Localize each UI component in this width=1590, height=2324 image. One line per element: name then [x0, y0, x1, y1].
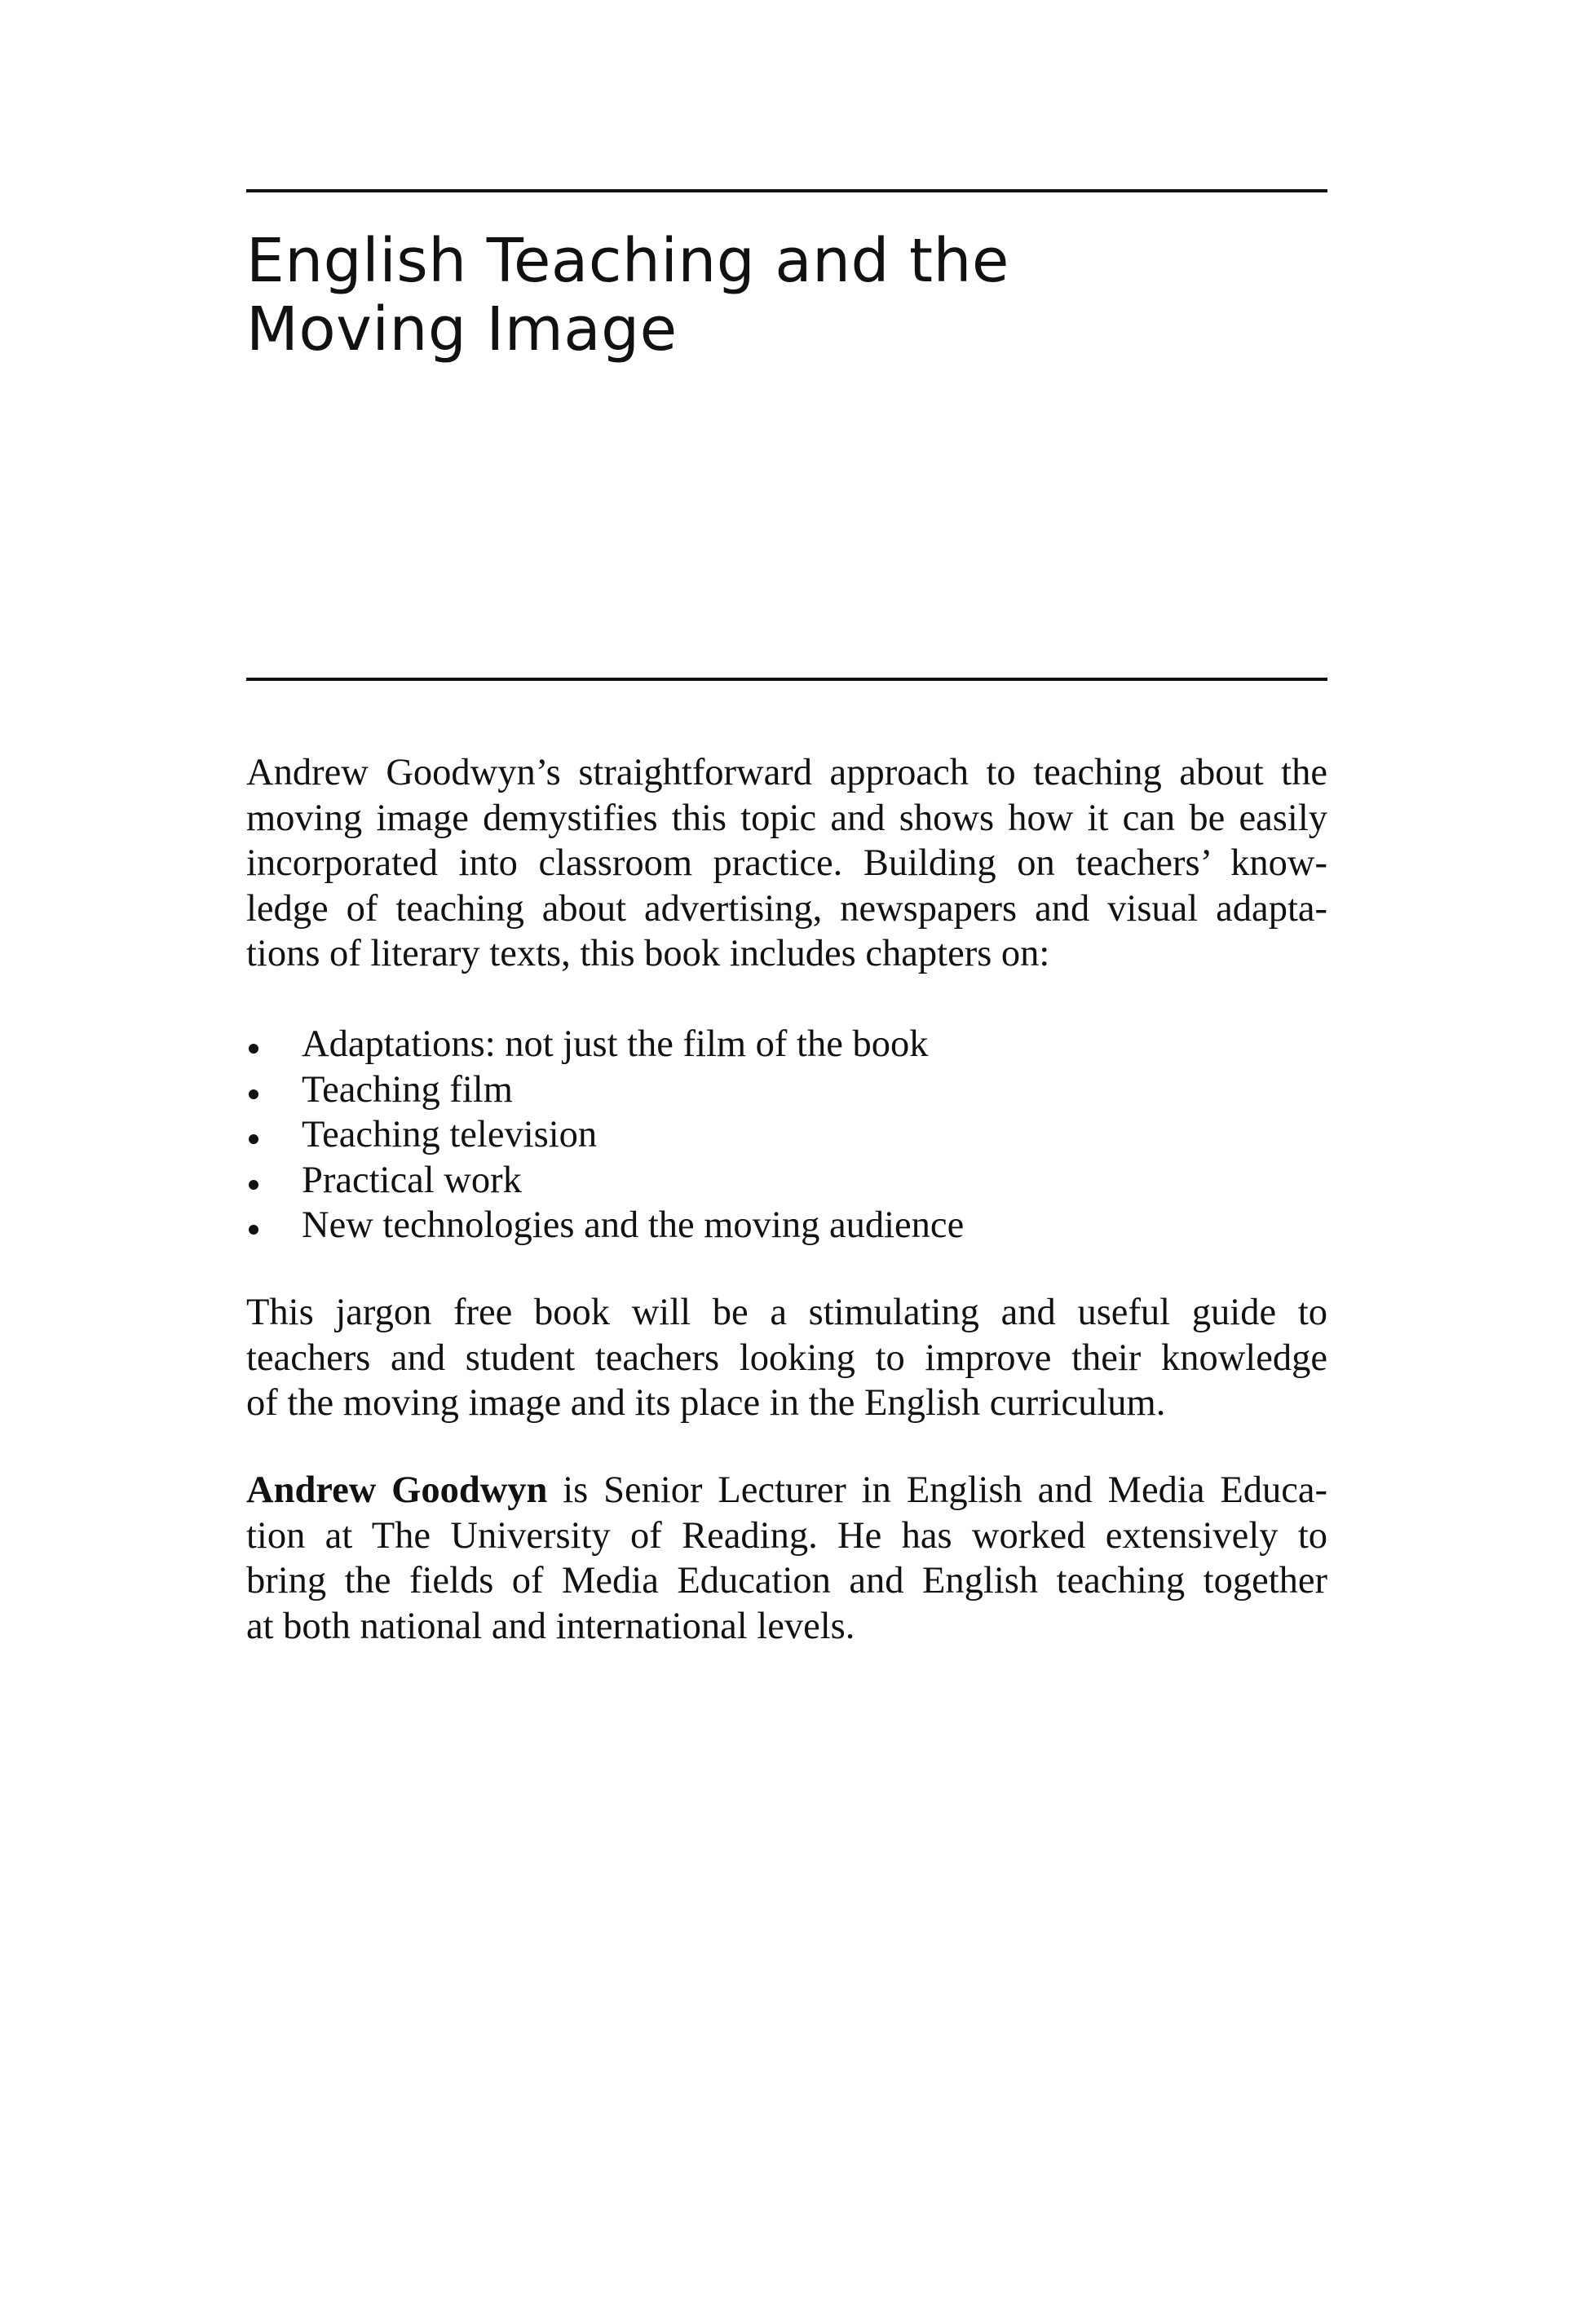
chapter-item — [246, 1022, 1327, 1067]
author-bio-line: tion at The University of Reading. He has worked extensively to — [246, 1514, 1327, 1557]
author-bio-line1-rest: is Senior Lecturer in English and Media Educa- — [547, 1469, 1327, 1511]
title-line-2: Moving Image — [246, 294, 678, 365]
book-title — [246, 227, 1327, 364]
author-bio-line: at both national and international levels. — [246, 1605, 855, 1647]
bullet-icon — [249, 1134, 258, 1144]
author-bio-line — [246, 1468, 1327, 1513]
title-line-1: English Teaching and the — [246, 226, 1009, 296]
middle-rule — [246, 678, 1327, 681]
summary-line: of the moving image and its place in the English curriculum. — [246, 1382, 1166, 1424]
chapter-label: New technologies and the moving audience — [302, 1204, 965, 1246]
chapter-item — [246, 1203, 1327, 1248]
bullet-icon — [249, 1044, 258, 1054]
intro-line: Andrew Goodwyn’s straightforward approach to teaching about the — [246, 752, 1327, 793]
top-rule — [246, 189, 1327, 192]
chapter-item — [246, 1067, 1327, 1113]
chapter-label: Adaptations: not just the film of the book — [302, 1023, 929, 1065]
bullet-icon — [249, 1089, 258, 1099]
intro-line: ledge of teaching about advertising, newspapers and visual adapta- — [246, 887, 1327, 930]
intro-line: incorporated into classroom practice. Building on teachers’ know- — [246, 842, 1327, 884]
author-bio-line: bring the fields of Media Education and English teaching together — [246, 1560, 1327, 1602]
chapter-item — [246, 1158, 1327, 1204]
author-name: Andrew Goodwyn — [246, 1469, 548, 1511]
chapter-item — [246, 1112, 1327, 1158]
chapter-label: Practical work — [302, 1159, 522, 1201]
chapter-list — [246, 1022, 1327, 1248]
bullet-icon — [249, 1225, 258, 1235]
intro-line: tions of literary texts, this book includes chapters on: — [246, 933, 1050, 974]
bullet-icon — [249, 1180, 258, 1190]
chapter-label: Teaching film — [302, 1068, 513, 1111]
summary-line: teachers and student teachers looking to improve their knowledge — [246, 1337, 1327, 1379]
intro-paragraph — [246, 750, 1327, 977]
chapter-label: Teaching television — [302, 1114, 598, 1155]
summary-paragraph — [246, 1290, 1327, 1426]
intro-line: moving image demystifies this topic and shows how it can be easily — [246, 797, 1327, 839]
author-bio-paragraph — [246, 1468, 1327, 1649]
summary-line: This jargon free book will be a stimulating and useful guide to — [246, 1292, 1327, 1333]
